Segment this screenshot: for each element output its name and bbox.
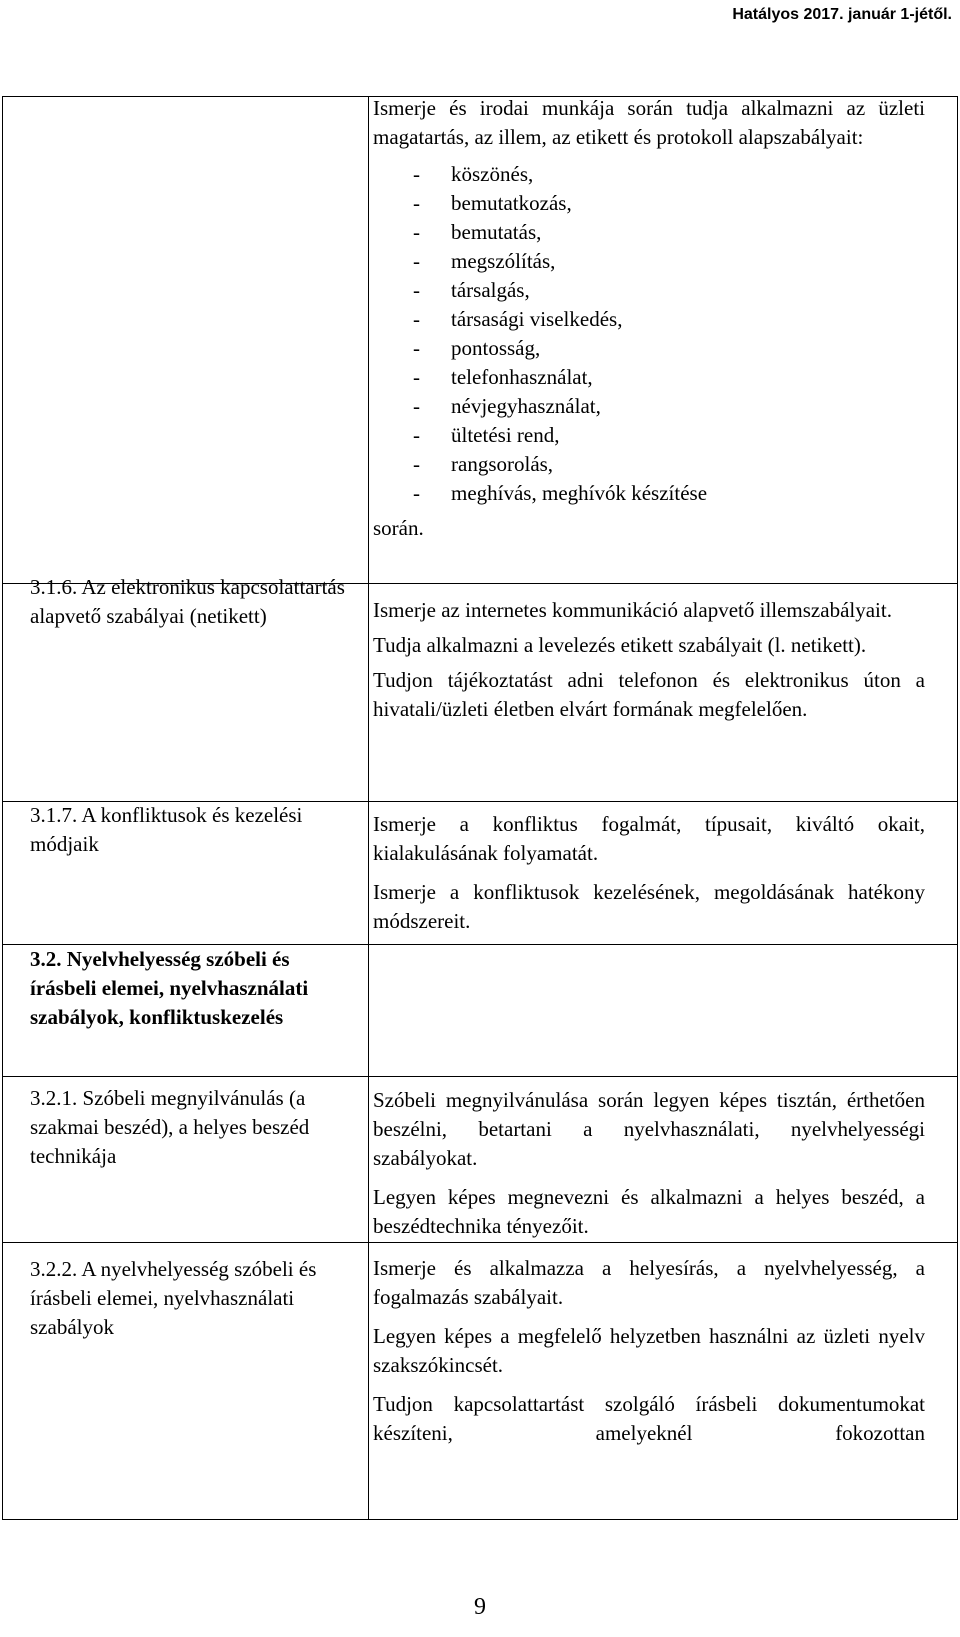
netiquette-paragraph: Tudjon tájékoztatást adni telefonon és elektronikus úton a hivatali/üzleti életben elvárt formának megfelelően.	[373, 668, 925, 721]
conflicts-paragraph: Ismerje a konfliktusok kezelésének, megoldásának hatékony módszereit.	[373, 880, 925, 933]
row-divider	[3, 1076, 957, 1077]
page-number: 9	[474, 1594, 486, 1620]
conflicts-paragraph: Ismerje a konfliktus fogalmát, típusait, kiváltó okait, kialakulásának folyamatát.	[373, 812, 925, 865]
list-item: - telefonhasználat,	[413, 365, 593, 389]
list-item: - társalgás,	[413, 278, 530, 302]
section-3-1-6-title: 3.1.6. Az elektronikus kapcsolattartás alapvető szabályai (netikett)	[30, 575, 345, 628]
list-item: - bemutatás,	[413, 220, 542, 244]
speech-paragraph: Szóbeli megnyilvánulása során legyen képes tisztán, érthetően beszélni, betartani a nyelvhasználati, nyelvhelyességi szabályokat.	[373, 1088, 925, 1170]
effective-date-note: Hatályos 2017. január 1-jétől.	[732, 6, 952, 23]
netiquette-block	[373, 596, 925, 730]
section-3-2-2-title: 3.2.2. A nyelvhelyesség szóbeli és írásbeli elemei, nyelvhasználati szabályok	[30, 1257, 317, 1339]
etiquette-block	[373, 94, 925, 549]
speech-block	[373, 1086, 925, 1247]
etiquette-outro: során.	[373, 516, 424, 540]
list-item: - meghívás, meghívók készítése	[413, 481, 708, 505]
list-item: - pontosság,	[413, 336, 541, 360]
etiquette-list	[373, 160, 925, 508]
section-3-2-1-title: 3.2.1. Szóbeli megnyilvánulás (a szakmai beszéd), a helyes beszéd technikája	[30, 1086, 310, 1168]
netiquette-paragraph: Tudja alkalmazni a levelezés etikett szabályait (l. netikett).	[373, 633, 867, 657]
list-item: - társasági viselkedés,	[413, 307, 623, 331]
section-3-2-title: 3.2. Nyelvhelyesség szóbeli és írásbeli elemei, nyelvhasználati szabályok, konfliktuskezelés	[30, 947, 309, 1029]
netiquette-paragraph: Ismerje az internetes kommunikáció alapvető illemszabályait.	[373, 598, 892, 622]
list-item: - névjegyhasználat,	[413, 394, 601, 418]
speech-paragraph: Legyen képes megnevezni és alkalmazni a helyes beszéd, a beszédtechnika tényezőit.	[373, 1185, 925, 1238]
language-paragraph: Tudjon kapcsolattartást szolgáló írásbeli dokumentumokat készíteni, amelyeknél fokozottan	[373, 1392, 925, 1445]
conflicts-block	[373, 810, 925, 942]
section-3-1-7-title: 3.1.7. A konfliktusok és kezelési módjaik	[30, 803, 303, 856]
list-item: - megszólítás,	[413, 249, 556, 273]
language-block	[373, 1254, 925, 1454]
etiquette-intro: Ismerje és irodai munkája során tudja alkalmazni az üzleti magatartás, az illem, az etikett és protokoll alapszabályait:	[373, 96, 925, 149]
list-item: - ültetési rend,	[413, 423, 560, 447]
list-item: - bemutatkozás,	[413, 191, 572, 215]
language-paragraph: Legyen képes a megfelelő helyzetben használni az üzleti nyelv szakszókincsét.	[373, 1324, 925, 1377]
column-divider	[368, 97, 369, 1519]
list-item: - köszönés,	[413, 162, 534, 186]
list-item: - rangsorolás,	[413, 452, 554, 476]
language-paragraph: Ismerje és alkalmazza a helyesírás, a nyelvhelyesség, a fogalmazás szabályait.	[373, 1256, 925, 1309]
